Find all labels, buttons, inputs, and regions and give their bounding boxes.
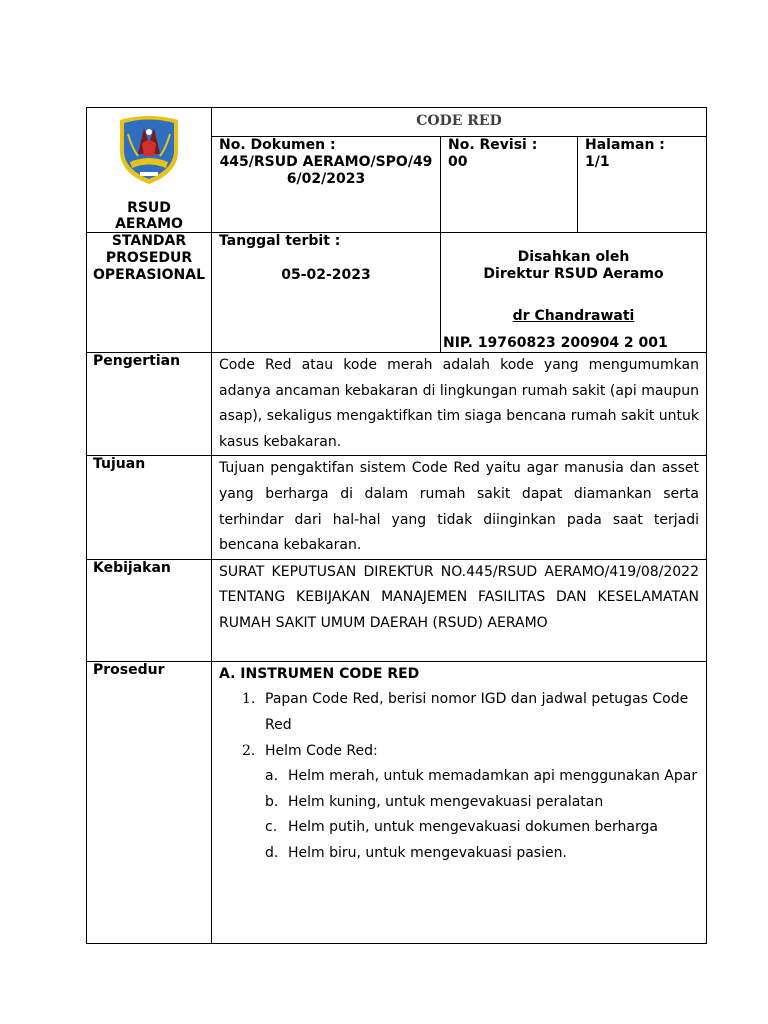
approved-by-line: Disahkan oleh: [517, 249, 630, 265]
sub-list-item: [265, 790, 699, 816]
page-value: 1/1: [585, 154, 610, 171]
sub-list-item: [265, 815, 699, 841]
kebijakan-text: SURAT KEPUTUSAN DIREKTUR NO.445/RSUD AERAMO/419/08/2022 TENTANG KEBIJAKAN MANAJEMEN FASILITAS DAN KESELAMATAN RUMAH SAKIT UMUM DAERAH (RSUD) AERAMO: [212, 559, 707, 661]
sub-item-text: Helm putih, untuk mengevakuasi dokumen berharga: [288, 819, 658, 836]
doc-number-label: No. Dokumen :: [219, 137, 336, 154]
prosedur-content: [212, 661, 707, 943]
page-label: Halaman :: [585, 137, 665, 154]
page-cell: [578, 137, 707, 233]
regional-emblem-icon: [116, 114, 182, 186]
kebijakan-label: Kebijakan: [87, 559, 212, 661]
sub-list-item: [265, 764, 699, 790]
list-item: [242, 739, 699, 867]
hospital-name: [87, 200, 211, 232]
issue-date-value: 05-02-2023: [281, 267, 371, 283]
doc-number-cell: [212, 137, 441, 233]
sub-item-letter: c.: [265, 819, 278, 836]
hospital-name-line2: AERAMO: [115, 216, 183, 232]
approval-cell: [441, 233, 707, 353]
list-item: [242, 687, 699, 738]
hospital-name-line1: RSUD: [127, 200, 171, 216]
sop-document: [86, 107, 706, 944]
logo-cell: [87, 108, 212, 233]
list-item-number: 1.: [242, 691, 256, 708]
sop-title: STANDAR PROSEDUR OPERASIONAL: [87, 233, 212, 353]
sop-table: [86, 107, 707, 944]
issue-date-label: Tanggal terbit :: [219, 233, 341, 249]
sub-list-item: [265, 841, 699, 867]
pengertian-text: Code Red atau kode merah adalah kode yang mengumumkan adanya ancaman kebakaran di lingkungan rumah sakit (api maupun asap), sekaligus mengaktifkan tim siaga bencana rumah sakit untuk kasus kebakaran.: [212, 353, 707, 456]
sub-item-text: Helm merah, untuk memadamkan api menggunakan Apar: [288, 768, 698, 785]
procedure-list: [219, 687, 699, 866]
revision-label: No. Revisi :: [448, 137, 538, 154]
doc-number-value: 445/RSUD AERAMO/SPO/496/02/2023: [219, 154, 433, 188]
tujuan-text: Tujuan pengaktifan sistem Code Red yaitu agar manusia dan asset yang berharga di dalam rumah sakit dapat diamankan serta terhindar dari hal-hal yang tidak diinginkan pada saat terjadi bencana kebakaran.: [212, 456, 707, 559]
revision-cell: [441, 137, 578, 233]
prosedur-label: Prosedur: [87, 661, 212, 943]
list-item-text: Helm Code Red:: [265, 742, 378, 759]
sub-item-text: Helm kuning, untuk mengevakuasi peralatan: [288, 793, 604, 810]
helmet-list: [265, 764, 699, 866]
list-item-text: Papan Code Red, berisi nomor IGD dan jadwal petugas Code Red: [265, 691, 689, 733]
sub-item-letter: a.: [265, 768, 279, 785]
prosedur-heading: A. INSTRUMEN CODE RED: [219, 665, 420, 682]
sub-item-letter: b.: [265, 793, 279, 810]
approver-position: Direktur RSUD Aeramo: [483, 266, 664, 282]
sub-item-letter: d.: [265, 844, 279, 861]
approver-name: dr Chandrawati: [512, 308, 635, 324]
sub-item-text: Helm biru, untuk mengevakuasi pasien.: [288, 844, 567, 861]
pengertian-label: Pengertian: [87, 353, 212, 456]
list-item-number: 2.: [242, 742, 256, 759]
revision-value: 00: [448, 154, 468, 171]
issue-date-cell: [212, 233, 441, 353]
doc-title: CODE RED: [212, 108, 707, 137]
approver-nip: NIP. 19760823 200904 2 001: [443, 335, 668, 351]
tujuan-label: Tujuan: [87, 456, 212, 559]
